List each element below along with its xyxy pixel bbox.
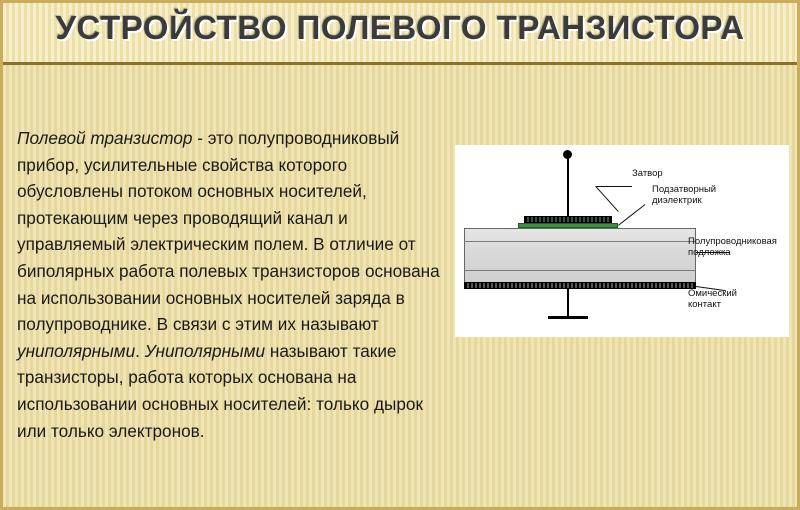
body-part-3: называют такие транзисторы, работа которых основана на использовании основных носителей: только дырок или только электронов. bbox=[17, 340, 423, 441]
emphasis-unipolyarnymi-1: униполярными bbox=[17, 340, 136, 361]
label-semiconductor-substrate bbox=[688, 236, 777, 258]
emphasis-unipolyarnymi-2: Униполярными bbox=[144, 340, 266, 361]
body-paragraph bbox=[17, 125, 449, 444]
label-semiconductor-line2: подложка bbox=[688, 247, 731, 258]
ohmic-contact-layer bbox=[464, 282, 696, 289]
label-ohmic-contact bbox=[688, 288, 737, 310]
diagram-canvas bbox=[456, 146, 788, 336]
gate-lead-line bbox=[567, 154, 569, 218]
leader-gate-diag bbox=[595, 186, 618, 212]
label-semiconductor-line1: Полупроводниковая bbox=[688, 236, 777, 247]
body-part-1: это полупроводниковый прибор, усилительные свойства которого обусловлены потоком основных носителей, протекающим через проводящий канал и управляемый электрическим полем. В отличие от биполярных работа полевых транзисторов основана на использовании основных носителей заряда в полупроводнике. В связи с этим их называют bbox=[17, 128, 440, 335]
term-polevoy-tranzistor: Полевой транзистор bbox=[17, 128, 193, 148]
semiconductor-substrate-layer bbox=[464, 228, 696, 284]
leader-gate bbox=[596, 186, 632, 187]
substrate-divider-line-bottom bbox=[464, 270, 696, 271]
transistor-diagram bbox=[455, 145, 789, 337]
label-ohmic-line2: контакт bbox=[688, 299, 721, 310]
body-text bbox=[17, 125, 449, 444]
label-ohmic-line1: Омический bbox=[688, 288, 737, 299]
label-gate: Затвор bbox=[632, 168, 663, 179]
label-gate-dielectric-line2: диэлектрик bbox=[652, 195, 702, 206]
term-dash: - bbox=[192, 128, 208, 148]
label-gate-dielectric-line1: Подзатворный bbox=[652, 184, 717, 195]
label-gate-dielectric bbox=[652, 184, 716, 206]
page-title: УСТРОЙСТВО ПОЛЕВОГО ТРАНЗИСТОРА bbox=[55, 9, 745, 46]
body-part-2: . bbox=[135, 340, 145, 361]
substrate-divider-line-top bbox=[464, 241, 696, 242]
gate-metal-layer bbox=[524, 216, 612, 223]
substrate-terminal-bar bbox=[548, 316, 588, 319]
substrate-lead-line bbox=[567, 289, 569, 317]
title-band bbox=[3, 3, 797, 65]
leader-dielectric bbox=[618, 204, 645, 226]
